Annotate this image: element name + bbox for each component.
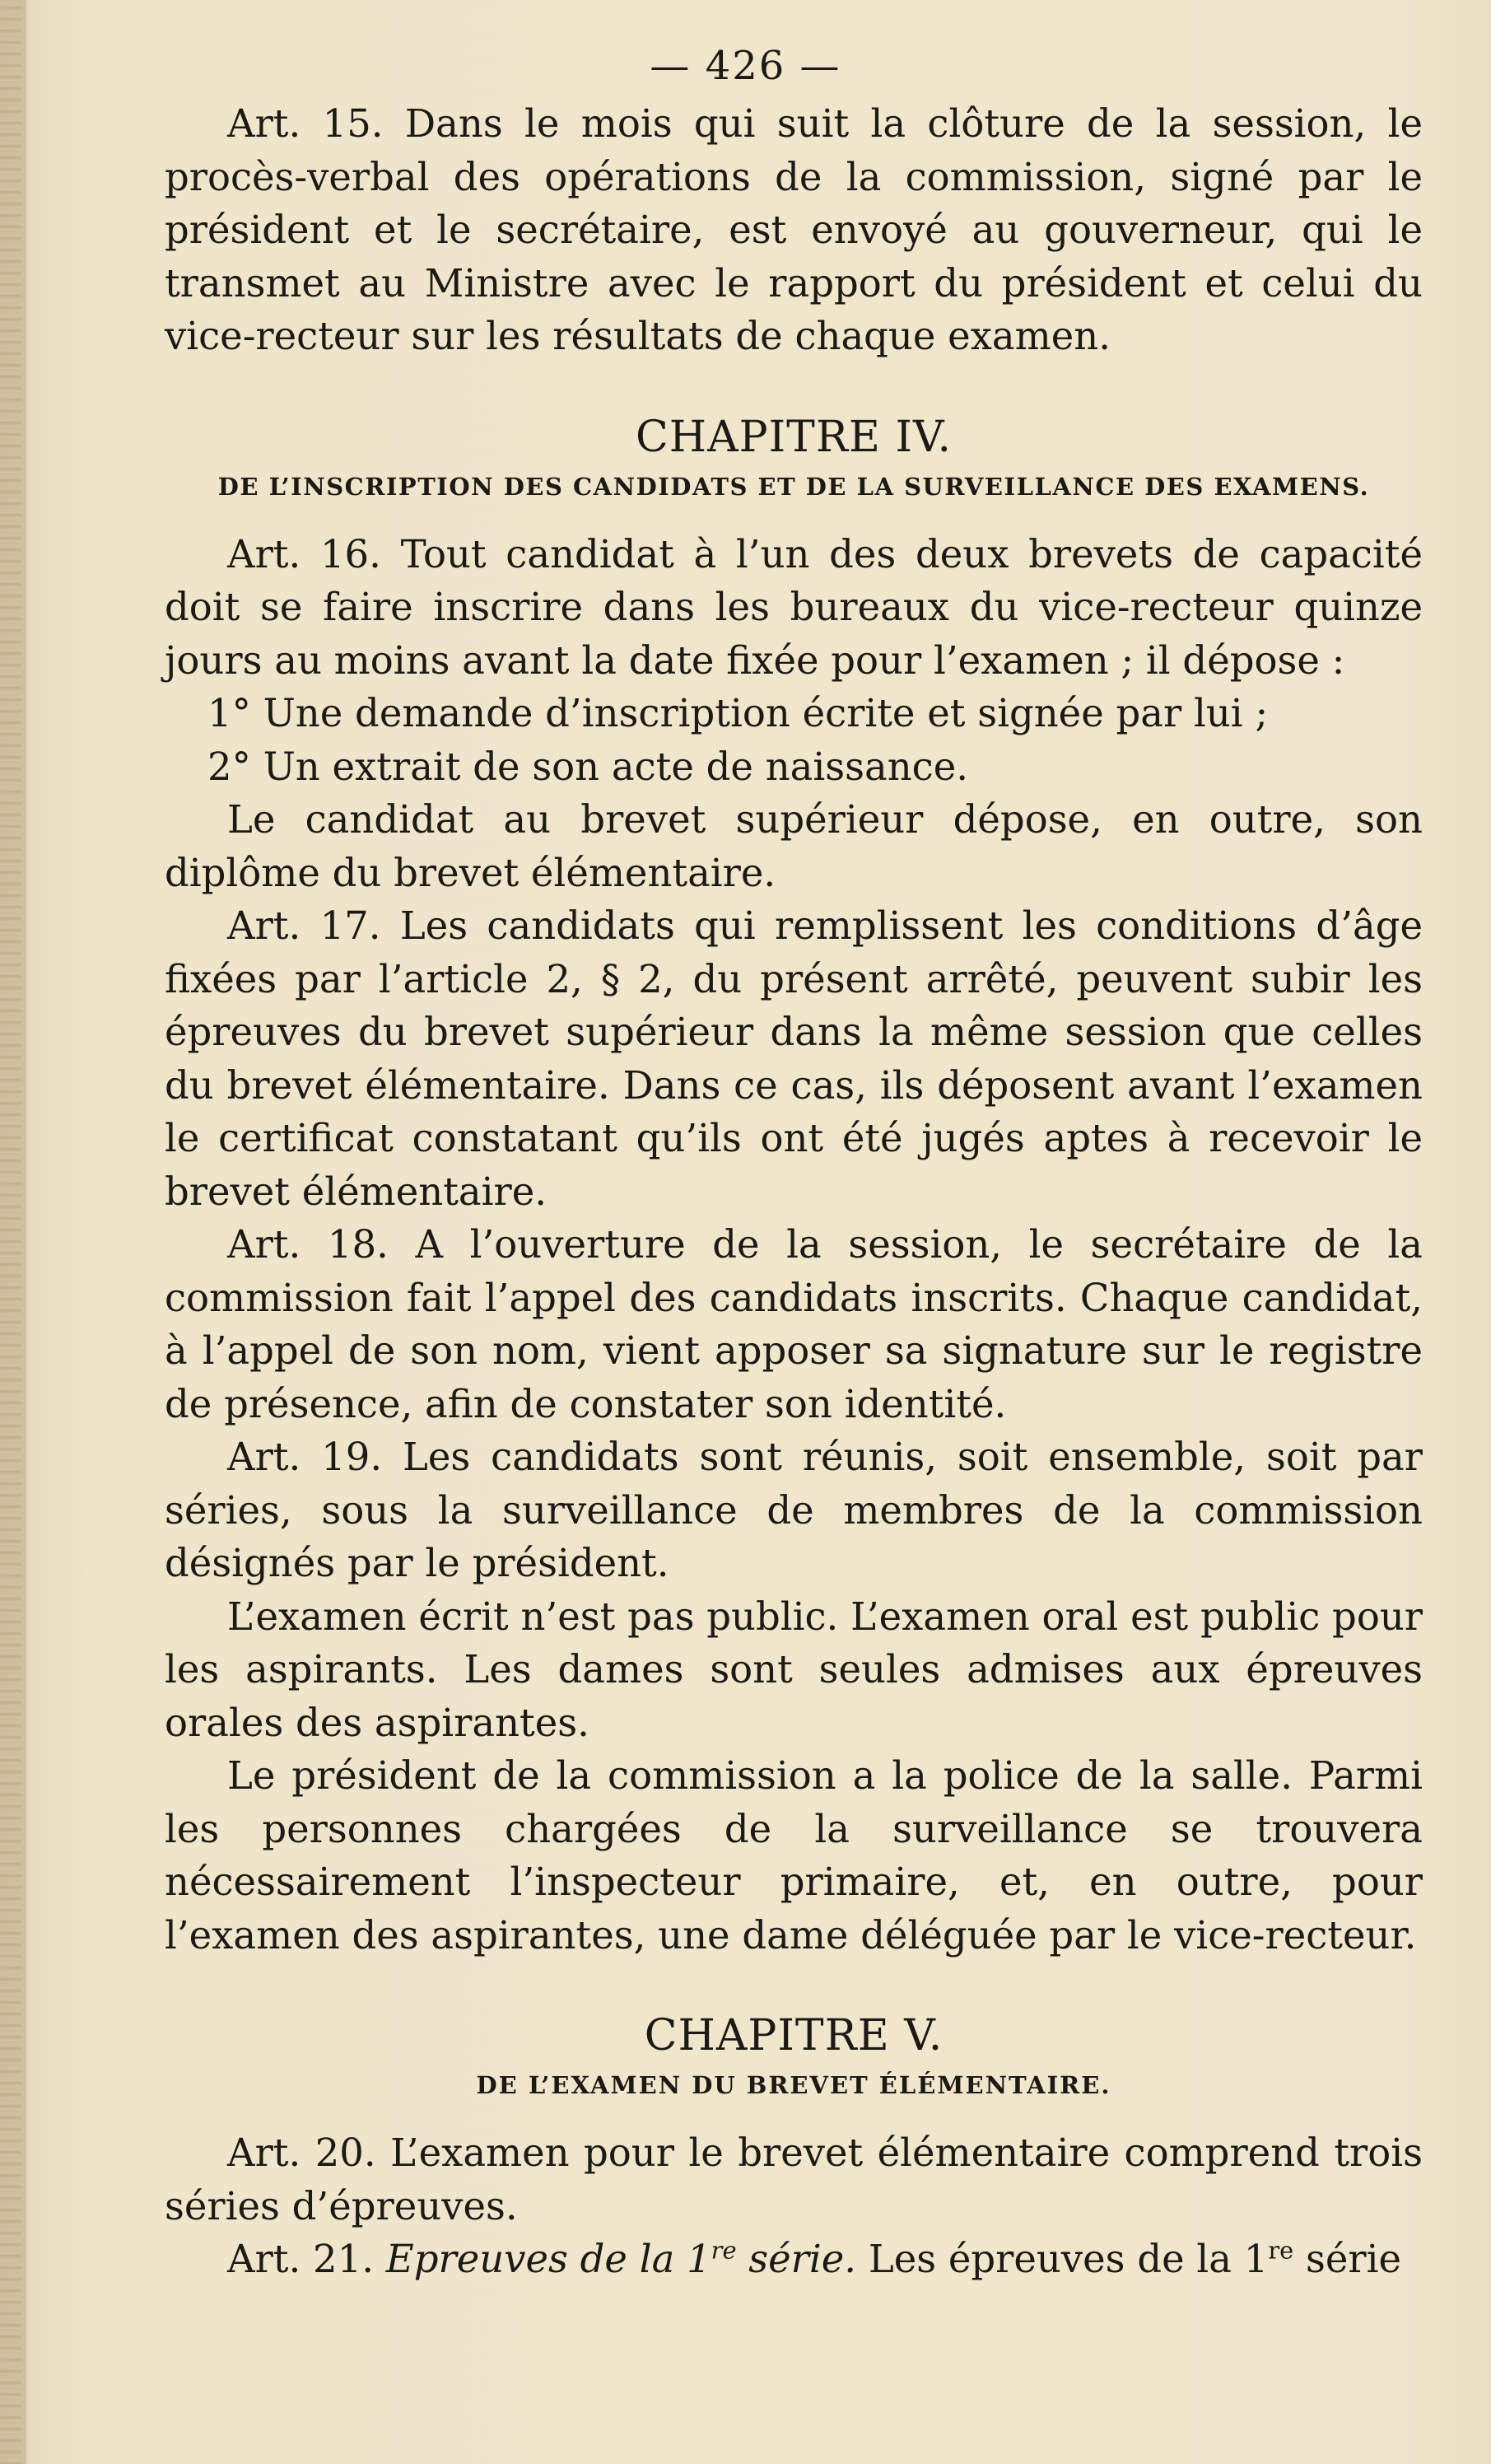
article-19: Art. 19. Les candidats sont réunis, soit ensemble, soit par séries, sous la surveillance de membres de la commission désignés par le président. bbox=[165, 1435, 1423, 1585]
article-21-heading-b: série. bbox=[736, 2237, 857, 2281]
article-21-heading bbox=[386, 2237, 856, 2281]
article-21-suffix: série bbox=[1293, 2237, 1401, 2281]
article-16: Art. 16. Tout candidat à l’un des deux brevets de capacité doit se faire inscrire dans les bureaux du vice-recteur quinze jours au moins avant la date fixée pour l’examen ; il dépose : bbox=[165, 531, 1423, 683]
article-16-item-1: 1° Une demande d’inscription écrite et signée par lui ; bbox=[207, 691, 1269, 735]
police-paragraph: Le président de la commission a la police de la salle. Parmi les personnes chargées de la surveillance se trouvera nécessairement l’inspecteur primaire, et, en outre, pour l’examen des aspirantes, une dame déléguée par le vice-recteur. bbox=[165, 1753, 1423, 1958]
diploma-paragraph: Le candidat au brevet supérieur dépose, en outre, son diplôme du brevet élémentaire. bbox=[165, 797, 1423, 895]
chapter-4-title: CHAPITRE IV. bbox=[635, 412, 953, 462]
book-spine-shadow bbox=[0, 0, 21, 2464]
article-21-heading-a: Epreuves de la 1 bbox=[385, 2237, 711, 2281]
chapter-4-subtitle: DE L’INSCRIPTION DES CANDIDATS ET DE LA SURVEILLANCE DES EXAMENS. bbox=[217, 472, 1370, 501]
article-20: Art. 20. L’examen pour le brevet élémentaire comprend trois séries d’épreuves. bbox=[165, 2130, 1423, 2228]
article-21-prefix: Art. 21. bbox=[227, 2237, 386, 2281]
article-18: Art. 18. A l’ouverture de la session, le secrétaire de la commission fait l’appel des candidats inscrits. Chaque candidat, à l’appel de son nom, vient apposer sa signature sur le registre de présence, afin de constater son identité. bbox=[165, 1222, 1423, 1426]
chapter-5-subtitle: DE L’EXAMEN DU BREVET ÉLÉMENTAIRE. bbox=[476, 2071, 1111, 2099]
article-17: Art. 17. Les candidats qui remplissent les conditions d’âge fixées par l’article 2, § 2, du présent arrêté, peuvent subir les épreuves du brevet supérieur dans la même session que celles du brevet élémentaire. Dans ce cas, ils déposent avant l’examen le certificat constatant qu’ils ont été jugés aptes à recevoir le brevet élémentaire. bbox=[165, 903, 1423, 1214]
chapter-5-title: CHAPITRE V. bbox=[644, 2011, 944, 2060]
article-16-item-2: 2° Un extrait de son acte de naissance. bbox=[207, 744, 969, 789]
page-text bbox=[165, 97, 1423, 2286]
oral-exam-paragraph: L’examen écrit n’est pas public. L’examen oral est public pour les aspirants. Les dames sont seules admises aux épreuves orales des aspirantes. bbox=[165, 1594, 1423, 1745]
article-21 bbox=[165, 2233, 1423, 2286]
article-15: Art. 15. Dans le mois qui suit la clôture de la session, le procès-verbal des opérations de la commission, signé par le président et le secrétaire, est envoyé au gouverneur, qui le transmet au Ministre avec le rapport du président et celui du vice-recteur sur les résultats de chaque examen. bbox=[165, 101, 1423, 358]
article-21-sup: re bbox=[1268, 2236, 1294, 2265]
book-spine-edge bbox=[21, 0, 26, 2464]
article-21-mid: Les épreuves de la 1 bbox=[856, 2237, 1269, 2281]
article-21-heading-sup: re bbox=[711, 2236, 737, 2265]
page-number: — 426 — bbox=[650, 43, 841, 89]
